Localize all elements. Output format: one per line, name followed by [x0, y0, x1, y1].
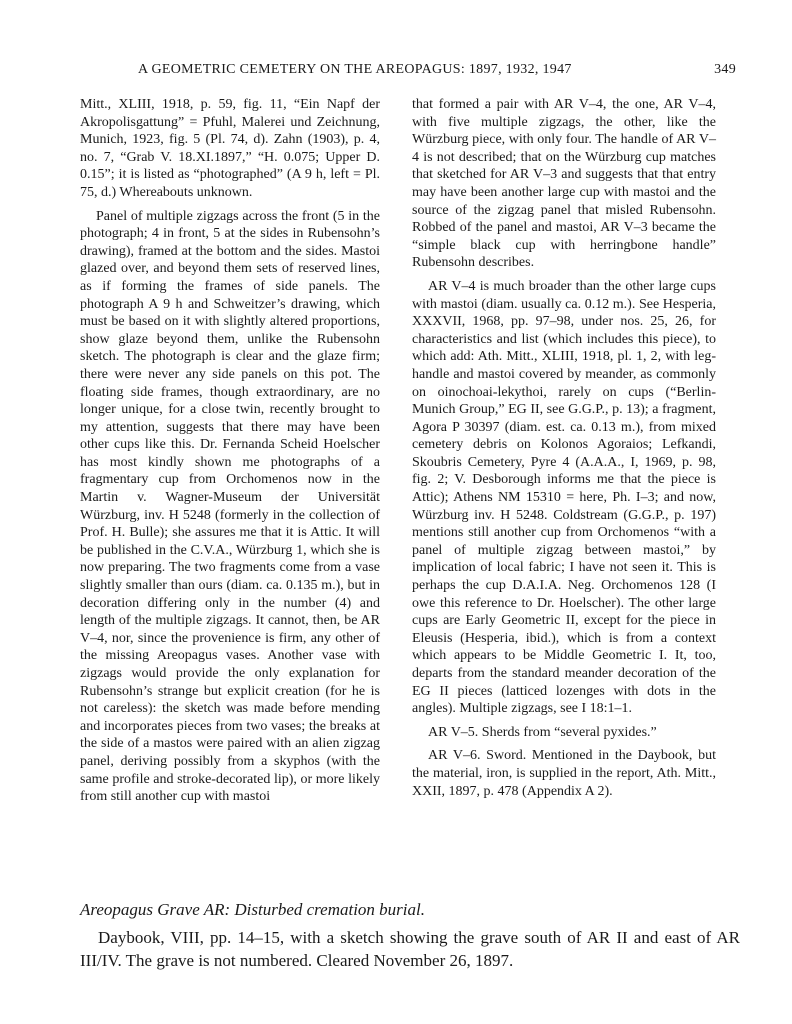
paragraph: AR V–5. Sherds from “several pyxides.”	[428, 724, 657, 740]
paragraph: Panel of multiple zigzags across the front (5 in the photograph; 4 in front, 5 at the sides in Rubensohn’s drawing), framed at the bottom and the sides. Mastoi glazed over, and beyond them sets of reserved lines, as if forming the frames of side panels. The photograph A 9 h and Schweitzer’s drawing, which must be based on it with slightly altered proportions, show glaze beyond them, unlike the Rubensohn sketch. The photograph is clear and the glaze firm; there were never any side panels on this pot. The floating side frames, though extraordinary, are no longer unique, for a close twin, recently brought to my attention, suggests that there may have been other cups like this. Dr. Fernanda Scheid Hoelscher has most kindly shown me photographs of a fragmentary cup from Orchomenos now in the Martin v. Wagner-Museum der Universität Würzburg, inv. H 5248 (formerly in the collection of Prof. H. Bulle); she assures me that it is Attic. It will be published in the C.V.A., Würzburg 1, which she is now preparing. The two fragments come from a vase slightly smaller than ours (diam. ca. 0.135 m.), but in decoration differing only in the number (4) and length of the multiple zigzags. It cannot, then, be AR V–4, nor, since the provenience is firm, any other of the missing Areopagus vases. Another vase with zigzags would provide the only explanation for Rubensohn’s strange but explicit creation (for he is not careless): the sketch was made before mending and incorporates pieces from two vases; the breaks at the side of a mastos were paired with an alien zigzag panel, deriving possibly from a skyphos (with the same profile and stroke-decorated lip), or more likely from still another cup with mastoi	[80, 208, 380, 805]
section-heading: Areopagus Grave AR: Disturbed cremation burial.	[80, 900, 425, 919]
running-header	[96, 62, 736, 84]
paragraph: AR V–6. Sword. Mentioned in the Daybook, but the material, iron, is supplied in the report, Ath. Mitt., XXII, 1897, p. 478 (Appendix A 2).	[412, 748, 716, 799]
page-number: 349	[714, 62, 736, 77]
running-title: A GEOMETRIC CEMETERY ON THE AREOPAGUS: 1897, 1932, 1947	[138, 62, 572, 77]
section-body	[80, 926, 740, 972]
right-column	[412, 96, 716, 806]
paragraph: that formed a pair with AR V–4, the one, AR V–4, with five multiple zigzags, the other, like the Würzburg piece, with only four. The handle of AR V–4 is not described; that on the Würzburg cup matches that sketched for AR V–3 and suggests that that entry may have been another large cup with mastoi and the source of the zigzag panel that misled Rubensohn. Robbed of the panel and mastoi, AR V–3 became the “simple black cup with herringbone handle” Rubensohn describes.	[412, 97, 716, 271]
paragraph: Mitt., XLIII, 1918, p. 59, fig. 11, “Ein Napf der Akropolisgattung” = Pfuhl, Malerei und Zeichnung, Munich, 1923, fig. 5 (Pl. 74, d). Zahn (1903), p. 4, no. 7, “Grab V. 18.XI.1897,” “H. 0.075; Upper D. 0.15”; it is listed as “photographed” (A 9 h, left = Pl. 75, d.) Whereabouts unknown.	[80, 97, 380, 200]
left-column	[80, 96, 380, 812]
paragraph: AR V–4 is much broader than the other large cups with mastoi (diam. usually ca. 0.12 m.). See Hesperia, XXXVII, 1968, pp. 97–98, under nos. 25, 26, for characteristics and list (which includes this piece), to which add: Ath. Mitt., XLIII, 1918, pl. 1, 2, with leg-handle and mastoi covered by meander, as commonly on oinochoai-lekythoi, rarely on cups (“Berlin-Munich Group,” EG II, see G.G.P., p. 13); a fragment, Agora P 30397 (diam. est. ca. 0.13 m.), from mixed cemetery debris on Kolonos Agoraios; Lefkandi, Skoubris Cemetery, Pyre 4 (A.A.A., I, 1969, p. 98, fig. 2; V. Desborough informs me that the piece is Attic); Athens NM 15310 = here, Ph. I–3; and now, Würzburg inv. H 5248. Coldstream (G.G.P., p. 197) mentions still another cup from Orchomenos “with a panel of multiple zigzag between mastoi,” by implication of local fabric; I have not seen it. This is perhaps the cup D.A.I.A. Neg. Orchomenos 128 (I owe this reference to Dr. Hoelscher). The other large cups are Early Geometric II, except for the piece in Eleusis (Hesperia, ibid.), which is from a context which appears to be Middle Geometric I. It, too, departs from the standard meander decoration of the EG II pieces (latticed lozenges with dots in the angles). Multiple zigzags, see I 18:1–1.	[412, 278, 716, 717]
paragraph: Daybook, VIII, pp. 14–15, with a sketch showing the grave south of AR II and east of AR III/IV. The grave is not numbered. Cleared November 26, 1897.	[80, 928, 740, 970]
